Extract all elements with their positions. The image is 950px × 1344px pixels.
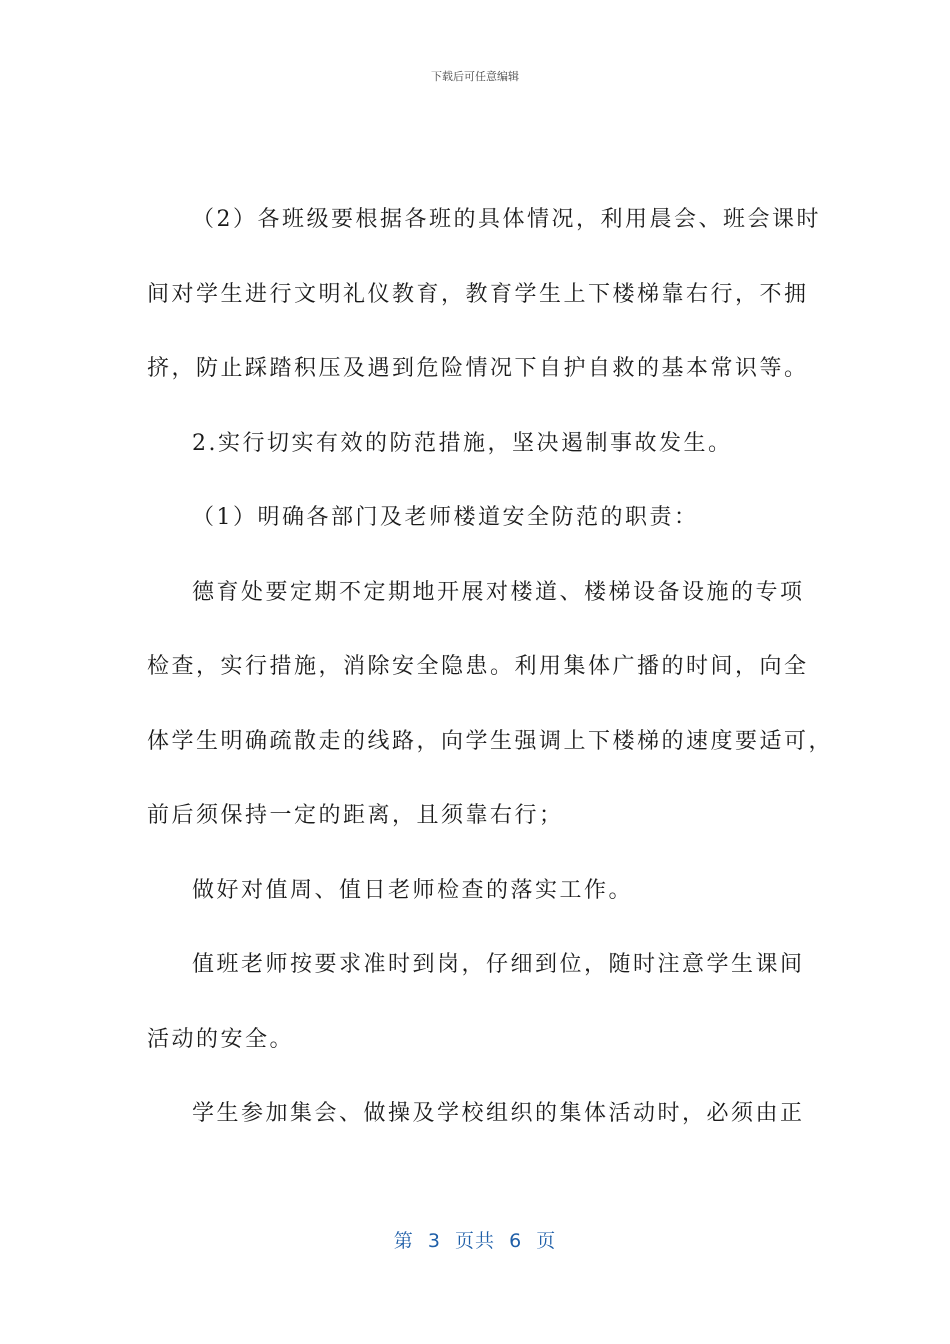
- body-line: 德育处要定期不定期地开展对楼道、楼梯设备设施的专项: [192, 579, 805, 605]
- body-line: （1）明确各部门及老师楼道安全防范的职责：: [192, 505, 699, 530]
- body-line: 值班老师按要求准时到岗，仔细到位，随时注意学生课间: [192, 952, 805, 977]
- body-line: （2）各班级要根据各班的具体情况，利用晨会、班会课时: [192, 207, 821, 232]
- body-line: 挤，防止踩踏积压及遇到危险情况下自护自救的基本常识等。: [147, 356, 809, 381]
- page-number-footer: 第 3 页共 6 页: [393, 1230, 557, 1252]
- body-line: 检查，实行措施，消除安全隐患。利用集体广播的时间，向全: [147, 654, 809, 679]
- header-note: 下载后可任意编辑: [431, 70, 519, 83]
- document-body: [147, 195, 834, 1164]
- body-line: 做好对值周、值日老师检查的落实工作。: [192, 877, 634, 903]
- body-line: 间对学生进行文明礼仪教育，教育学生上下楼梯靠右行，不拥: [147, 281, 809, 307]
- body-line: 活动的安全。: [147, 1026, 295, 1052]
- body-line: 体学生明确疏散走的线路，向学生强调上下楼梯的速度要适可，: [147, 728, 834, 754]
- body-line: 学生参加集会、做操及学校组织的集体活动时，必须由正: [192, 1101, 805, 1126]
- body-line: 2.实行切实有效的防范措施，坚决遏制事故发生。: [192, 430, 733, 456]
- body-line: 前后须保持一定的距离，且须靠右行；: [147, 803, 564, 828]
